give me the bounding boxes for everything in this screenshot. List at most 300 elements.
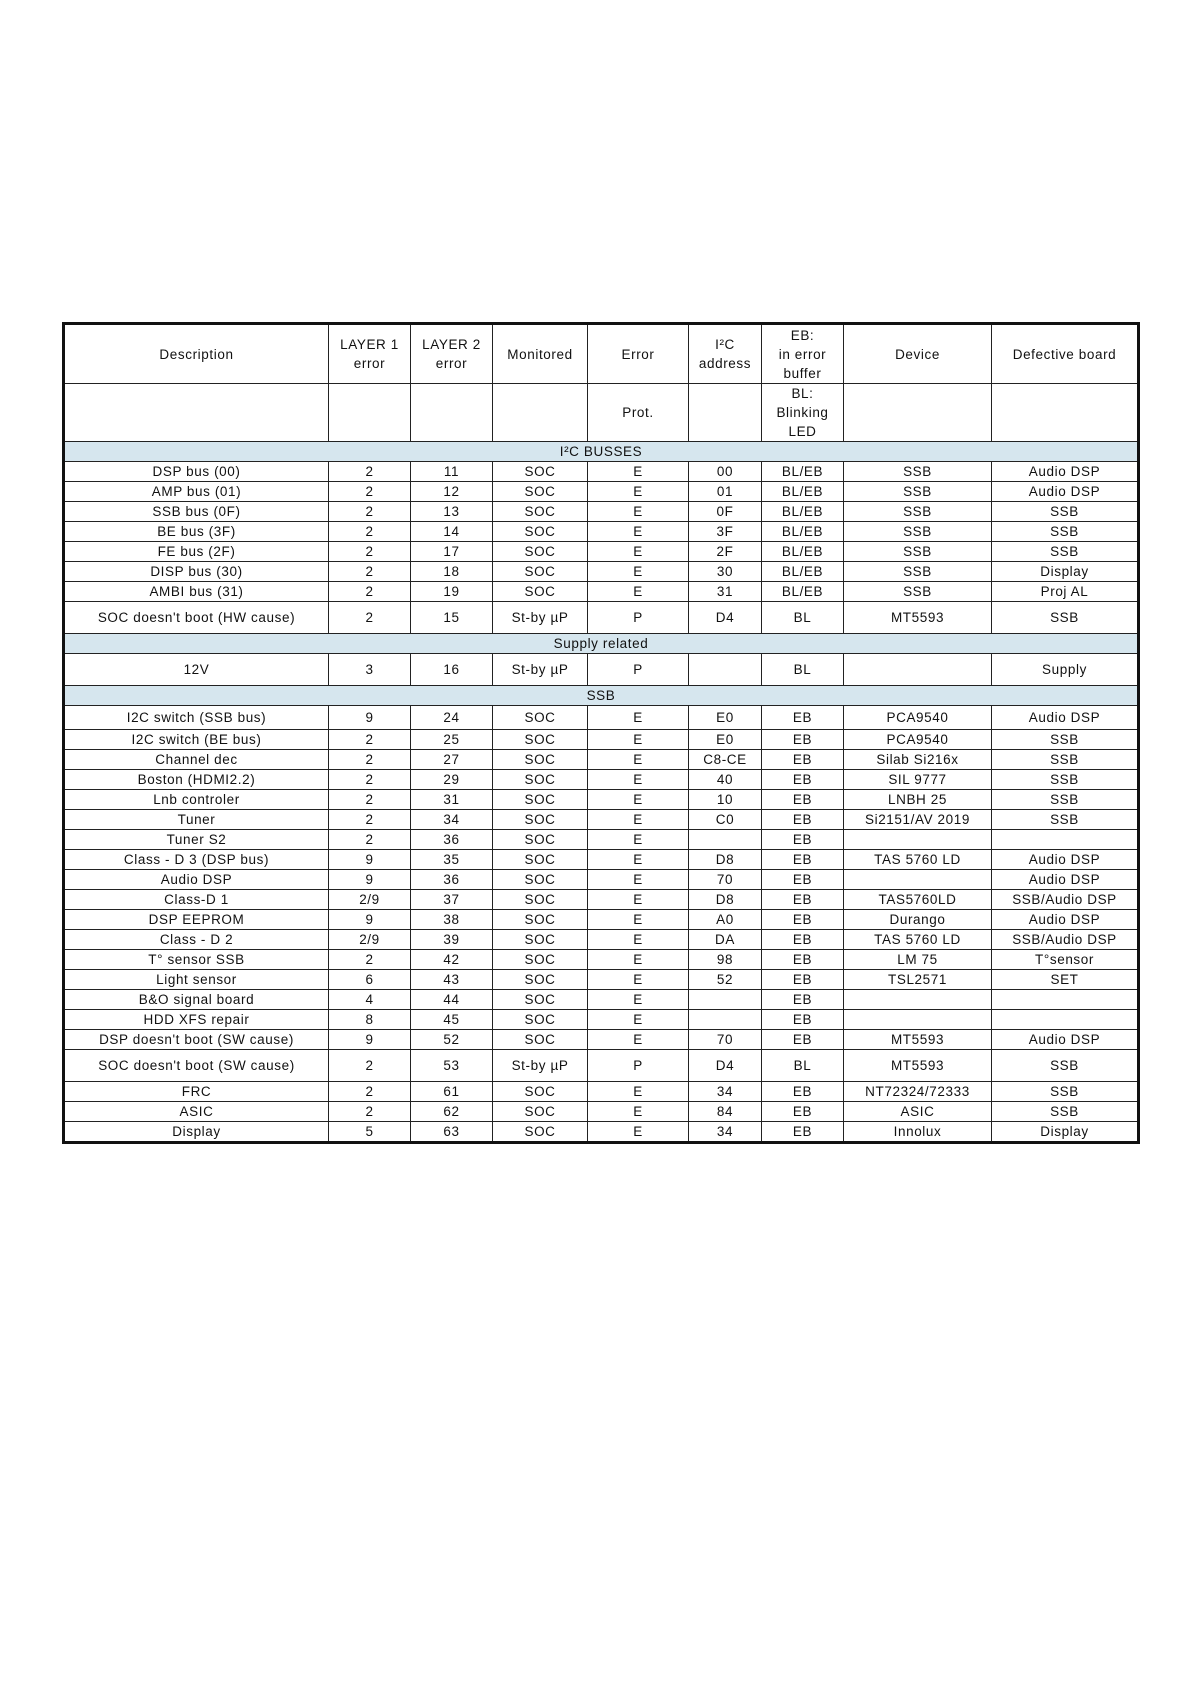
layer2-error-cell: 18 — [411, 562, 493, 582]
eb-bl-cell: BL/EB — [762, 462, 844, 482]
header-i2c-address — [689, 384, 762, 442]
layer2-error-cell: 53 — [411, 1050, 493, 1082]
table-row — [64, 522, 1139, 542]
description-cell: DSP bus (00) — [64, 462, 329, 482]
table-row — [64, 1102, 1139, 1122]
header-device: Device — [844, 324, 992, 384]
layer1-error-cell: 2/9 — [329, 890, 411, 910]
error-type-cell: E — [588, 542, 689, 562]
description-cell: Class - D 2 — [64, 930, 329, 950]
eb-bl-cell: EB — [762, 890, 844, 910]
layer1-error-cell: 9 — [329, 1030, 411, 1050]
description-cell: Class-D 1 — [64, 890, 329, 910]
monitored-cell: SOC — [493, 730, 588, 750]
monitored-cell: SOC — [493, 970, 588, 990]
table-row — [64, 654, 1139, 686]
device-cell: TAS 5760 LD — [844, 930, 992, 950]
error-type-cell: E — [588, 706, 689, 730]
description-cell: HDD XFS repair — [64, 1010, 329, 1030]
layer1-error-cell: 2 — [329, 562, 411, 582]
layer1-error-cell: 2 — [329, 1082, 411, 1102]
i2c-address-cell: C0 — [689, 810, 762, 830]
monitored-cell: SOC — [493, 930, 588, 950]
defective-board-cell: SSB — [992, 730, 1139, 750]
error-type-cell: E — [588, 1122, 689, 1143]
device-cell: TAS 5760 LD — [844, 850, 992, 870]
layer1-error-cell: 2/9 — [329, 930, 411, 950]
eb-bl-cell: EB — [762, 1102, 844, 1122]
eb-bl-cell: BL — [762, 1050, 844, 1082]
layer2-error-cell: 31 — [411, 790, 493, 810]
eb-bl-cell: EB — [762, 1122, 844, 1143]
description-cell: Tuner — [64, 810, 329, 830]
layer2-error-cell: 19 — [411, 582, 493, 602]
device-cell — [844, 654, 992, 686]
layer1-error-cell: 2 — [329, 602, 411, 634]
defective-board-cell: SSB — [992, 502, 1139, 522]
layer2-error-cell: 13 — [411, 502, 493, 522]
description-cell: AMP bus (01) — [64, 482, 329, 502]
layer2-error-cell: 12 — [411, 482, 493, 502]
device-cell: SSB — [844, 482, 992, 502]
layer2-error-cell: 16 — [411, 654, 493, 686]
device-cell — [844, 830, 992, 850]
eb-bl-cell: EB — [762, 990, 844, 1010]
description-cell: Display — [64, 1122, 329, 1143]
defective-board-cell: Display — [992, 1122, 1139, 1143]
section-title: I²C BUSSES — [64, 442, 1139, 462]
monitored-cell: SOC — [493, 1102, 588, 1122]
defective-board-cell: Audio DSP — [992, 482, 1139, 502]
description-cell: DSP EEPROM — [64, 910, 329, 930]
description-cell: Tuner S2 — [64, 830, 329, 850]
eb-bl-cell: BL/EB — [762, 482, 844, 502]
layer1-error-cell: 9 — [329, 870, 411, 890]
header-monitored: Monitored — [493, 324, 588, 384]
i2c-address-cell: 00 — [689, 462, 762, 482]
monitored-cell: SOC — [493, 910, 588, 930]
eb-bl-cell: BL — [762, 602, 844, 634]
i2c-address-cell: DA — [689, 930, 762, 950]
table-row — [64, 582, 1139, 602]
table-row — [64, 970, 1139, 990]
i2c-address-cell: 2F — [689, 542, 762, 562]
defective-board-cell: SSB — [992, 750, 1139, 770]
header-device — [844, 384, 992, 442]
defective-board-cell: SSB — [992, 770, 1139, 790]
eb-bl-cell: EB — [762, 1082, 844, 1102]
device-cell: SSB — [844, 542, 992, 562]
error-type-cell: E — [588, 910, 689, 930]
error-type-cell: E — [588, 1102, 689, 1122]
table-row — [64, 1050, 1139, 1082]
layer1-error-cell: 2 — [329, 810, 411, 830]
monitored-cell: SOC — [493, 850, 588, 870]
section-header — [64, 634, 1139, 654]
device-cell: SSB — [844, 522, 992, 542]
monitored-cell: SOC — [493, 890, 588, 910]
i2c-address-cell: 01 — [689, 482, 762, 502]
section-header — [64, 442, 1139, 462]
layer1-error-cell: 8 — [329, 1010, 411, 1030]
defective-board-cell: SSB/Audio DSP — [992, 890, 1139, 910]
description-cell: I2C switch (SSB bus) — [64, 706, 329, 730]
monitored-cell: St-by µP — [493, 654, 588, 686]
layer2-error-cell: 38 — [411, 910, 493, 930]
table-row — [64, 930, 1139, 950]
layer2-error-cell: 61 — [411, 1082, 493, 1102]
monitored-cell: SOC — [493, 790, 588, 810]
error-type-cell: E — [588, 870, 689, 890]
i2c-address-cell — [689, 654, 762, 686]
layer2-error-cell: 63 — [411, 1122, 493, 1143]
i2c-address-cell: 70 — [689, 1030, 762, 1050]
description-cell: 12V — [64, 654, 329, 686]
i2c-address-cell: E0 — [689, 706, 762, 730]
description-cell: B&O signal board — [64, 990, 329, 1010]
error-type-cell: E — [588, 482, 689, 502]
monitored-cell: SOC — [493, 950, 588, 970]
layer1-error-cell: 5 — [329, 1122, 411, 1143]
error-type-cell: E — [588, 770, 689, 790]
monitored-cell: SOC — [493, 502, 588, 522]
layer1-error-cell: 2 — [329, 730, 411, 750]
defective-board-cell: SSB — [992, 1082, 1139, 1102]
i2c-address-cell: D4 — [689, 602, 762, 634]
eb-bl-cell: EB — [762, 706, 844, 730]
defective-board-cell: SSB — [992, 1102, 1139, 1122]
layer2-error-cell: 39 — [411, 930, 493, 950]
device-cell: Durango — [844, 910, 992, 930]
eb-bl-cell: EB — [762, 770, 844, 790]
eb-bl-cell: EB — [762, 1030, 844, 1050]
layer2-error-cell: 62 — [411, 1102, 493, 1122]
defective-board-cell: Audio DSP — [992, 1030, 1139, 1050]
error-type-cell: E — [588, 810, 689, 830]
defective-board-cell: SSB — [992, 602, 1139, 634]
layer1-error-cell: 2 — [329, 462, 411, 482]
monitored-cell: SOC — [493, 750, 588, 770]
device-cell: LNBH 25 — [844, 790, 992, 810]
layer2-error-cell: 34 — [411, 810, 493, 830]
description-cell: SOC doesn't boot (HW cause) — [64, 602, 329, 634]
eb-bl-cell: EB — [762, 830, 844, 850]
layer1-error-cell: 2 — [329, 770, 411, 790]
header-monitored — [493, 384, 588, 442]
description-cell: DSP doesn't boot (SW cause) — [64, 1030, 329, 1050]
i2c-address-cell: 52 — [689, 970, 762, 990]
header-eb-bl: BL: Blinking LED — [762, 384, 844, 442]
monitored-cell: St-by µP — [493, 602, 588, 634]
error-type-cell: E — [588, 1082, 689, 1102]
i2c-address-cell — [689, 830, 762, 850]
layer2-error-cell: 35 — [411, 850, 493, 870]
device-cell — [844, 1010, 992, 1030]
layer2-error-cell: 45 — [411, 1010, 493, 1030]
header-description — [64, 384, 329, 442]
device-cell: Silab Si216x — [844, 750, 992, 770]
layer2-error-cell: 17 — [411, 542, 493, 562]
layer1-error-cell: 2 — [329, 502, 411, 522]
error-type-cell: E — [588, 562, 689, 582]
i2c-address-cell: D4 — [689, 1050, 762, 1082]
error-type-cell: E — [588, 1030, 689, 1050]
defective-board-cell: SSB — [992, 542, 1139, 562]
i2c-address-cell: 10 — [689, 790, 762, 810]
i2c-address-cell: 84 — [689, 1102, 762, 1122]
monitored-cell: SOC — [493, 1122, 588, 1143]
layer2-error-cell: 27 — [411, 750, 493, 770]
defective-board-cell — [992, 990, 1139, 1010]
layer1-error-cell: 2 — [329, 1050, 411, 1082]
layer2-error-cell: 24 — [411, 706, 493, 730]
table-row — [64, 1122, 1139, 1143]
defective-board-cell: Audio DSP — [992, 706, 1139, 730]
device-cell: SSB — [844, 502, 992, 522]
defective-board-cell: Audio DSP — [992, 870, 1139, 890]
layer1-error-cell: 2 — [329, 790, 411, 810]
header-defective-board — [992, 384, 1139, 442]
error-type-cell: E — [588, 930, 689, 950]
section-title: Supply related — [64, 634, 1139, 654]
monitored-cell: SOC — [493, 562, 588, 582]
section-title: SSB — [64, 686, 1139, 706]
description-cell: Channel dec — [64, 750, 329, 770]
description-cell: FRC — [64, 1082, 329, 1102]
table-row — [64, 910, 1139, 930]
layer1-error-cell: 2 — [329, 522, 411, 542]
error-type-cell: E — [588, 730, 689, 750]
monitored-cell: SOC — [493, 1082, 588, 1102]
description-cell: T° sensor SSB — [64, 950, 329, 970]
monitored-cell: SOC — [493, 810, 588, 830]
layer1-error-cell: 2 — [329, 750, 411, 770]
device-cell: PCA9540 — [844, 706, 992, 730]
table-row — [64, 890, 1139, 910]
i2c-address-cell: 34 — [689, 1122, 762, 1143]
defective-board-cell: SSB — [992, 810, 1139, 830]
error-type-cell: P — [588, 602, 689, 634]
i2c-address-cell: 31 — [689, 582, 762, 602]
table-row — [64, 730, 1139, 750]
i2c-address-cell: D8 — [689, 890, 762, 910]
eb-bl-cell: BL/EB — [762, 582, 844, 602]
eb-bl-cell: EB — [762, 1010, 844, 1030]
description-cell: I2C switch (BE bus) — [64, 730, 329, 750]
monitored-cell: SOC — [493, 482, 588, 502]
table-row — [64, 1010, 1139, 1030]
defective-board-cell — [992, 1010, 1139, 1030]
table-row — [64, 482, 1139, 502]
layer2-error-cell: 25 — [411, 730, 493, 750]
defective-board-cell: SSB — [992, 790, 1139, 810]
device-cell: NT72324/72333 — [844, 1082, 992, 1102]
layer2-error-cell: 29 — [411, 770, 493, 790]
error-type-cell: P — [588, 1050, 689, 1082]
eb-bl-cell: EB — [762, 750, 844, 770]
layer1-error-cell: 3 — [329, 654, 411, 686]
device-cell — [844, 870, 992, 890]
monitored-cell: SOC — [493, 1030, 588, 1050]
i2c-address-cell: C8-CE — [689, 750, 762, 770]
header-error-type: Error — [588, 324, 689, 384]
layer2-error-cell: 44 — [411, 990, 493, 1010]
layer1-error-cell: 2 — [329, 542, 411, 562]
error-type-cell: E — [588, 522, 689, 542]
defective-board-cell: Supply — [992, 654, 1139, 686]
table-row — [64, 950, 1139, 970]
error-type-cell: E — [588, 790, 689, 810]
table-row — [64, 462, 1139, 482]
monitored-cell: SOC — [493, 582, 588, 602]
layer1-error-cell: 9 — [329, 910, 411, 930]
defective-board-cell: T°sensor — [992, 950, 1139, 970]
device-cell: SSB — [844, 562, 992, 582]
layer2-error-cell: 36 — [411, 870, 493, 890]
defective-board-cell: Proj AL — [992, 582, 1139, 602]
defective-board-cell: Audio DSP — [992, 850, 1139, 870]
i2c-address-cell: D8 — [689, 850, 762, 870]
error-type-cell: E — [588, 970, 689, 990]
table-row — [64, 1082, 1139, 1102]
header-row-1 — [64, 324, 1139, 384]
table-row — [64, 750, 1139, 770]
monitored-cell: SOC — [493, 770, 588, 790]
layer2-error-cell: 11 — [411, 462, 493, 482]
monitored-cell: SOC — [493, 1010, 588, 1030]
layer1-error-cell: 2 — [329, 950, 411, 970]
table-row — [64, 542, 1139, 562]
description-cell: Lnb controler — [64, 790, 329, 810]
table-row — [64, 870, 1139, 890]
table-row — [64, 1030, 1139, 1050]
eb-bl-cell: EB — [762, 870, 844, 890]
table-row — [64, 810, 1139, 830]
section-header — [64, 686, 1139, 706]
layer2-error-cell: 14 — [411, 522, 493, 542]
device-cell: TAS5760LD — [844, 890, 992, 910]
error-code-table — [62, 322, 1140, 1144]
i2c-address-cell: 40 — [689, 770, 762, 790]
device-cell: Innolux — [844, 1122, 992, 1143]
description-cell: SSB bus (0F) — [64, 502, 329, 522]
device-cell: ASIC — [844, 1102, 992, 1122]
layer1-error-cell: 9 — [329, 850, 411, 870]
layer1-error-cell: 2 — [329, 1102, 411, 1122]
i2c-address-cell: 30 — [689, 562, 762, 582]
description-cell: Class - D 3 (DSP bus) — [64, 850, 329, 870]
defective-board-cell: SSB — [992, 1050, 1139, 1082]
layer1-error-cell: 2 — [329, 830, 411, 850]
eb-bl-cell: BL/EB — [762, 522, 844, 542]
i2c-address-cell — [689, 1010, 762, 1030]
layer1-error-cell: 2 — [329, 582, 411, 602]
eb-bl-cell: EB — [762, 730, 844, 750]
table-row — [64, 770, 1139, 790]
monitored-cell: SOC — [493, 462, 588, 482]
device-cell: LM 75 — [844, 950, 992, 970]
layer1-error-cell: 4 — [329, 990, 411, 1010]
header-defective-board: Defective board — [992, 324, 1139, 384]
eb-bl-cell: EB — [762, 970, 844, 990]
table-row — [64, 502, 1139, 522]
header-layer2-error: LAYER 2 error — [411, 324, 493, 384]
error-type-cell: P — [588, 654, 689, 686]
eb-bl-cell: EB — [762, 790, 844, 810]
device-cell: SIL 9777 — [844, 770, 992, 790]
error-type-cell: E — [588, 502, 689, 522]
table-row — [64, 602, 1139, 634]
defective-board-cell — [992, 830, 1139, 850]
layer2-error-cell: 43 — [411, 970, 493, 990]
error-type-cell: E — [588, 582, 689, 602]
header-eb-bl: EB: in error buffer — [762, 324, 844, 384]
error-type-cell: E — [588, 990, 689, 1010]
defective-board-cell: Audio DSP — [992, 910, 1139, 930]
description-cell: DISP bus (30) — [64, 562, 329, 582]
i2c-address-cell: 34 — [689, 1082, 762, 1102]
device-cell: MT5593 — [844, 1030, 992, 1050]
eb-bl-cell: EB — [762, 810, 844, 830]
i2c-address-cell: E0 — [689, 730, 762, 750]
eb-bl-cell: EB — [762, 950, 844, 970]
error-type-cell: E — [588, 890, 689, 910]
table-row — [64, 850, 1139, 870]
eb-bl-cell: BL/EB — [762, 542, 844, 562]
defective-board-cell: SSB — [992, 522, 1139, 542]
device-cell: MT5593 — [844, 1050, 992, 1082]
defective-board-cell: Display — [992, 562, 1139, 582]
i2c-address-cell: 70 — [689, 870, 762, 890]
header-i2c-address: I²C address — [689, 324, 762, 384]
monitored-cell: SOC — [493, 870, 588, 890]
description-cell: Audio DSP — [64, 870, 329, 890]
device-cell: SSB — [844, 582, 992, 602]
eb-bl-cell: EB — [762, 930, 844, 950]
description-cell: Light sensor — [64, 970, 329, 990]
defective-board-cell: SSB/Audio DSP — [992, 930, 1139, 950]
device-cell: PCA9540 — [844, 730, 992, 750]
header-error-type: Prot. — [588, 384, 689, 442]
header-row-2 — [64, 384, 1139, 442]
header-layer2-error — [411, 384, 493, 442]
i2c-address-cell: 3F — [689, 522, 762, 542]
description-cell: FE bus (2F) — [64, 542, 329, 562]
eb-bl-cell: BL — [762, 654, 844, 686]
layer2-error-cell: 36 — [411, 830, 493, 850]
i2c-address-cell: A0 — [689, 910, 762, 930]
i2c-address-cell: 98 — [689, 950, 762, 970]
monitored-cell: SOC — [493, 706, 588, 730]
eb-bl-cell: EB — [762, 850, 844, 870]
table-row — [64, 790, 1139, 810]
defective-board-cell: SET — [992, 970, 1139, 990]
monitored-cell: SOC — [493, 522, 588, 542]
layer2-error-cell: 37 — [411, 890, 493, 910]
layer2-error-cell: 15 — [411, 602, 493, 634]
header-description: Description — [64, 324, 329, 384]
layer1-error-cell: 9 — [329, 706, 411, 730]
error-type-cell: E — [588, 830, 689, 850]
layer1-error-cell: 2 — [329, 482, 411, 502]
monitored-cell: SOC — [493, 990, 588, 1010]
error-type-cell: E — [588, 950, 689, 970]
description-cell: Boston (HDMI2.2) — [64, 770, 329, 790]
monitored-cell: SOC — [493, 830, 588, 850]
device-cell — [844, 990, 992, 1010]
eb-bl-cell: BL/EB — [762, 562, 844, 582]
table-row — [64, 830, 1139, 850]
